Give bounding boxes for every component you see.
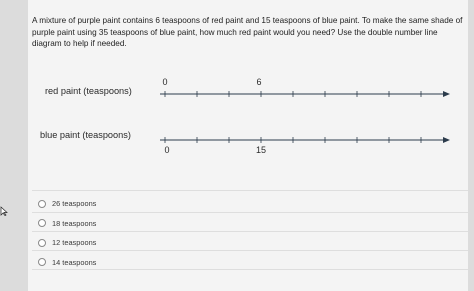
red-tick-label-0: 0: [162, 77, 168, 87]
blue-axis-arrow: [443, 137, 450, 143]
radio-button[interactable]: [38, 258, 46, 266]
mouse-cursor-icon: [0, 206, 8, 216]
question-text: A mixture of purple paint contains 6 teaspoons of red paint and 15 teaspoons of blue paint. To make the same shade of purple paint using 35 teaspoons of blue paint, how much red paint would you need? Use the double number line diagram to help if needed.: [32, 16, 463, 48]
blue-tick-label-15: 15: [255, 145, 267, 155]
choice-label: 12 teaspoons: [52, 238, 97, 248]
radio-button[interactable]: [38, 219, 46, 227]
red-paint-label: red paint (teaspoons): [45, 86, 132, 96]
choice-divider: [32, 231, 468, 232]
blue-paint-label: blue paint (teaspoons): [40, 130, 131, 140]
choice-divider: [32, 212, 468, 213]
choice-label: 14 teaspoons: [52, 257, 97, 267]
red-axis-arrow: [443, 91, 450, 97]
choices-divider: [32, 190, 468, 191]
choice-divider: [32, 250, 468, 251]
answer-choice[interactable]: [38, 194, 458, 214]
radio-button[interactable]: [38, 200, 46, 208]
radio-button[interactable]: [38, 239, 46, 247]
choice-divider: [32, 269, 468, 270]
answer-choices: [38, 194, 458, 272]
blue-number-line: [150, 130, 460, 170]
choice-label: 26 teaspoons: [52, 199, 97, 209]
red-number-line: [150, 74, 460, 114]
choice-label: 18 teaspoons: [52, 218, 97, 228]
blue-tick-label-0: 0: [164, 145, 170, 155]
red-tick-label-6: 6: [256, 77, 262, 87]
